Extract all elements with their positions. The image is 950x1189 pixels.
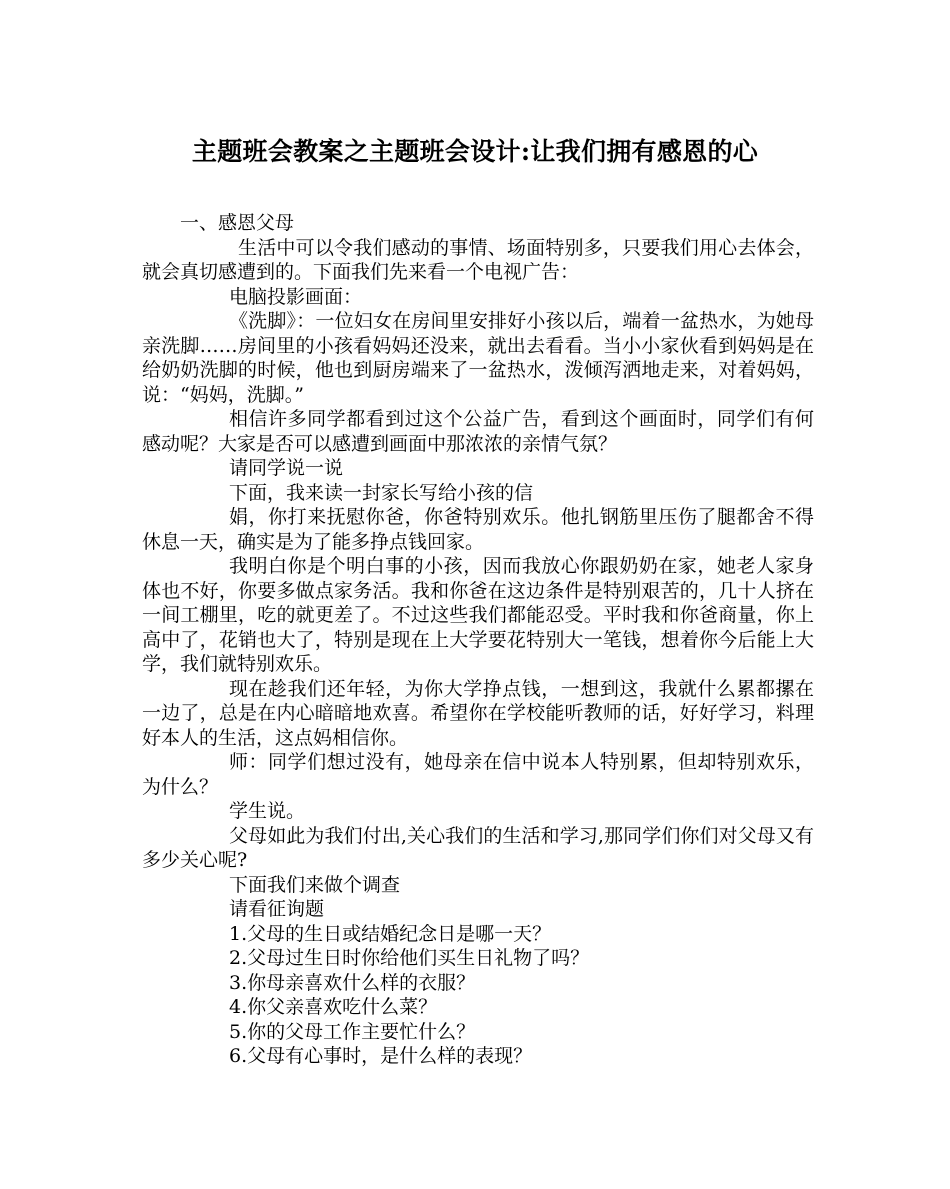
paragraph: 我明白你是个明白事的小孩，因而我放心你跟奶奶在家，她老人家身体也不好，你要多做点家务活。我和你爸在这边条件是特别艰苦的，几十人挤在一间工棚里，吃的就更差了。不过这些我们都能忍受。平时我和你爸商量，你上高中了，花销也大了，特别是现在上大学要花特别大一笔钱，想着你今后能上大学，我们就特别欢乐。 — [142, 555, 814, 675]
question-item: 1.父母的生日或结婚纪念日是哪一天？ — [229, 922, 552, 945]
question-item: 4.你父亲喜欢吃什么菜？ — [229, 996, 438, 1018]
paragraph: 电脑投影画面： — [229, 285, 363, 308]
paragraph: 《洗脚》：一位妇女在房间里安排好小孩以后，端着一盆热水，为她母亲洗脚……房间里的小孩看妈妈还没来，就出去看看。当小小家伙看到妈妈是在给奶奶洗脚的时候，他也到厨房端来了一盆热水，泼倾泻洒地走来，对着妈妈，说：“妈妈，洗脚。” — [142, 310, 814, 406]
paragraph: 现在趁我们还年轻，为你大学挣点钱，一想到这，我就什么累都摞在一边了，总是在内心暗暗地欢喜。希望你在学校能听教师的话，好好学习，料理好本人的生活，这点妈相信你。 — [142, 677, 814, 749]
question-item: 3.你母亲喜欢什么样的衣服？ — [229, 971, 476, 994]
paragraph: 下面，我来读一封家长写给小孩的信 — [229, 481, 534, 504]
paragraph: 生活中可以令我们感动的事情、场面特别多，只要我们用心去体会，就会真切感遭到的。下面我们先来看一个电视广告： — [142, 236, 814, 283]
question-item: 6.父母有心事时，是什么样的表现？ — [229, 1045, 533, 1067]
document-body — [142, 211, 814, 1069]
paragraph: 学生说。 — [229, 800, 306, 822]
question-item: 5.你的父母工作主要忙什么？ — [229, 1020, 476, 1043]
paragraph: 娟，你打来抚慰你爸，你爸特别欢乐。他扎钢筋里压伤了腿都舍不得休息一天，确实是为了能多挣点钱回家。 — [142, 506, 814, 553]
paragraph: 父母如此为我们付出,关心我们的生活和学习,那同学们你们对父母又有多少关心呢? — [142, 824, 814, 871]
paragraph: 下面我们来做个调查 — [229, 873, 401, 896]
section-heading: 一、感恩父母 — [180, 212, 295, 234]
page-title: 主题班会教案之主题班会设计:让我们拥有感恩的心 — [191, 137, 759, 166]
question-item: 2.父母过生日时你给他们买生日礼物了吗？ — [229, 947, 590, 969]
paragraph: 师：同学们想过没有，她母亲在信中说本人特别累，但却特别欢乐，为什么？ — [142, 751, 814, 798]
paragraph: 相信许多同学都看到过这个公益广告，看到这个画面时，同学们有何感动呢？大家是否可以感遭到画面中那浓浓的亲情气氛？ — [142, 408, 814, 455]
paragraph: 请同学说一说 — [229, 457, 344, 479]
paragraph: 请看征询题 — [229, 898, 325, 920]
